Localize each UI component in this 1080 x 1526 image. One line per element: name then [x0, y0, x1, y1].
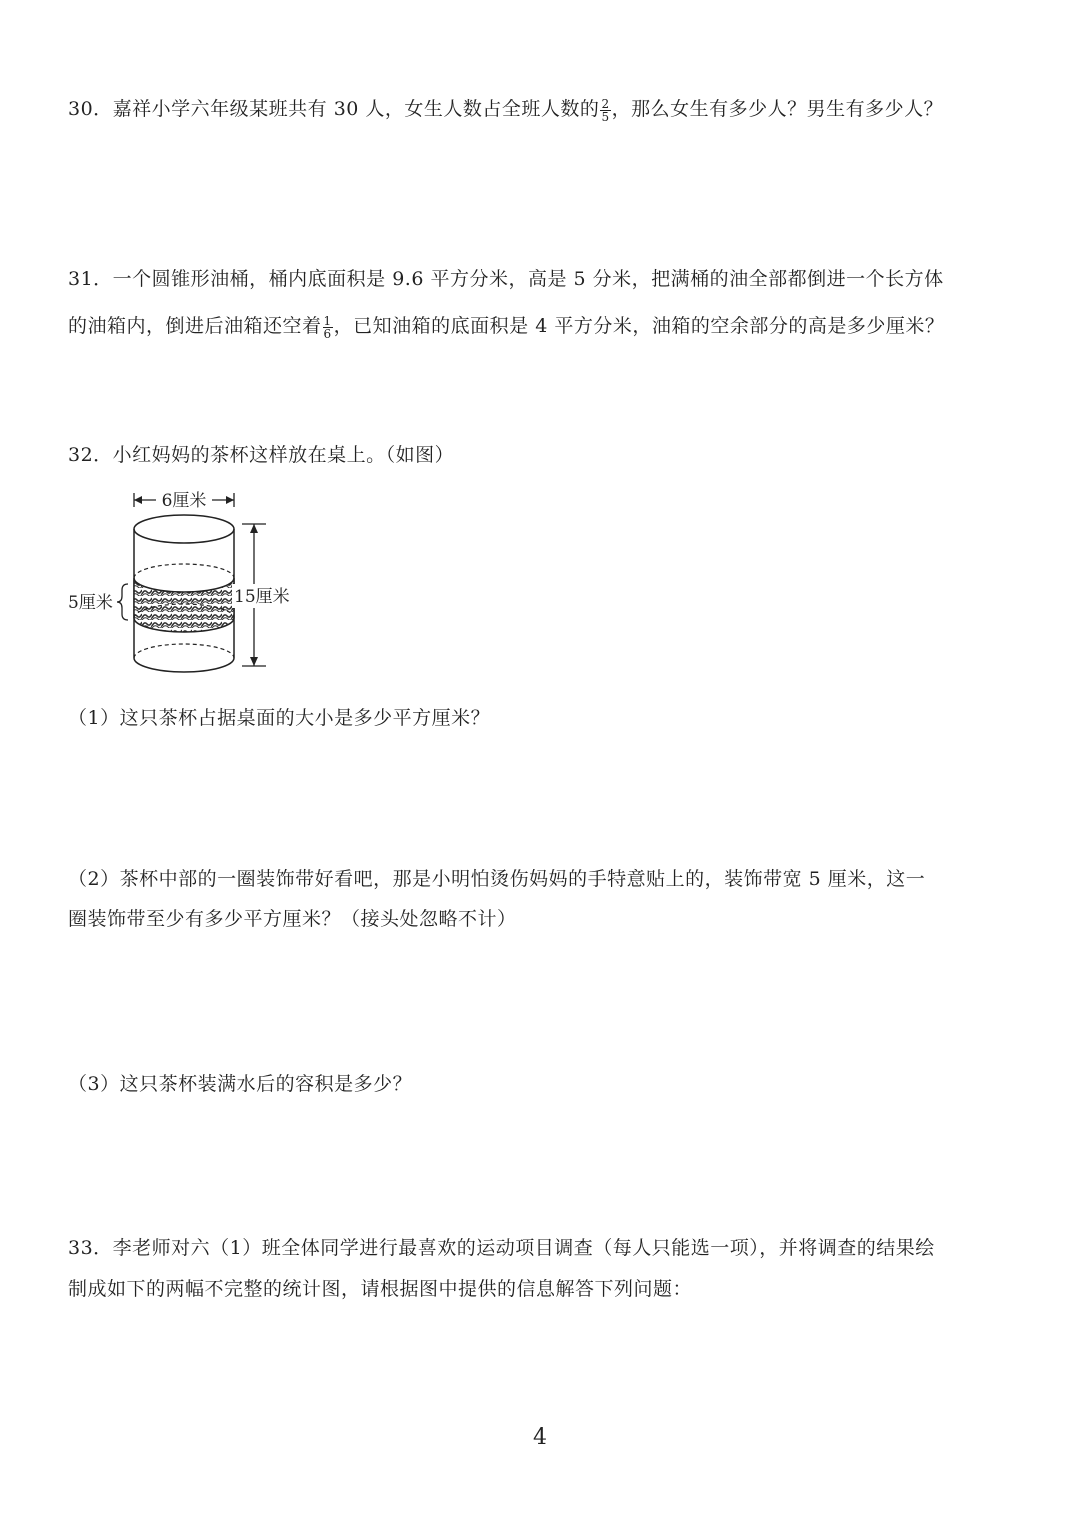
- q31-text-a: 的油箱内，倒进后油箱还空着: [68, 315, 322, 337]
- question-31-line-1: 31．一个圆锥形油桶，桶内底面积是 9.6 平方分米，高是 5 分米，把满桶的油全部都倒进一个长方体: [68, 268, 944, 290]
- q30-fraction: [600, 98, 610, 123]
- question-32-part-3: （3）这只茶杯装满水后的容积是多少？: [68, 1073, 413, 1095]
- q31-text-b: ，已知油箱的底面积是 4 平方分米，油箱的空余部分的高是多少厘米？: [333, 315, 945, 337]
- q31-fraction-numerator: 1: [323, 313, 332, 328]
- page-number: 4: [533, 1425, 547, 1450]
- band-label: 5厘米: [68, 593, 113, 613]
- decorative-band: [134, 578, 234, 632]
- question-30: [68, 95, 943, 123]
- teacup-figure: [62, 484, 322, 684]
- cup-top-rim: [134, 515, 234, 543]
- band-brace: [117, 584, 128, 620]
- cup-bottom-rim: [134, 658, 234, 672]
- question-31-line-2: [68, 312, 944, 340]
- q30-text-b: ，那么女生有多少人？男生有多少人？: [611, 98, 944, 120]
- height-label: 15厘米: [234, 587, 290, 607]
- question-32-part-2-line-1: （2）茶杯中部的一圈装饰带好看吧，那是小明怕烫伤妈妈的手特意贴上的，装饰带宽 5 厘米，这一: [68, 868, 926, 890]
- question-32-part-1: （1）这只茶杯占据桌面的大小是多少平方厘米？: [68, 707, 491, 729]
- question-32: 32．小红妈妈的茶杯这样放在桌上。（如图）: [68, 444, 455, 466]
- q31-fraction: [323, 315, 333, 340]
- q30-fraction-numerator: 2: [601, 96, 610, 111]
- q30-text-a: 30．嘉祥小学六年级某班共有 30 人，女生人数占全班人数的: [68, 98, 600, 120]
- question-33-line-2: 制成如下的两幅不完整的统计图，请根据图中提供的信息解答下列问题：: [68, 1278, 693, 1300]
- diameter-label: 6厘米: [161, 491, 207, 511]
- q30-fraction-denominator: 5: [601, 109, 610, 124]
- question-33-line-1: 33．李老师对六（1）班全体同学进行最喜欢的运动项目调查（每人只能选一项），并将调查的结果绘: [68, 1237, 935, 1259]
- question-32-part-2-line-2: 圈装饰带至少有多少平方厘米？（接头处忽略不计）: [68, 908, 517, 930]
- q31-fraction-denominator: 6: [323, 326, 332, 341]
